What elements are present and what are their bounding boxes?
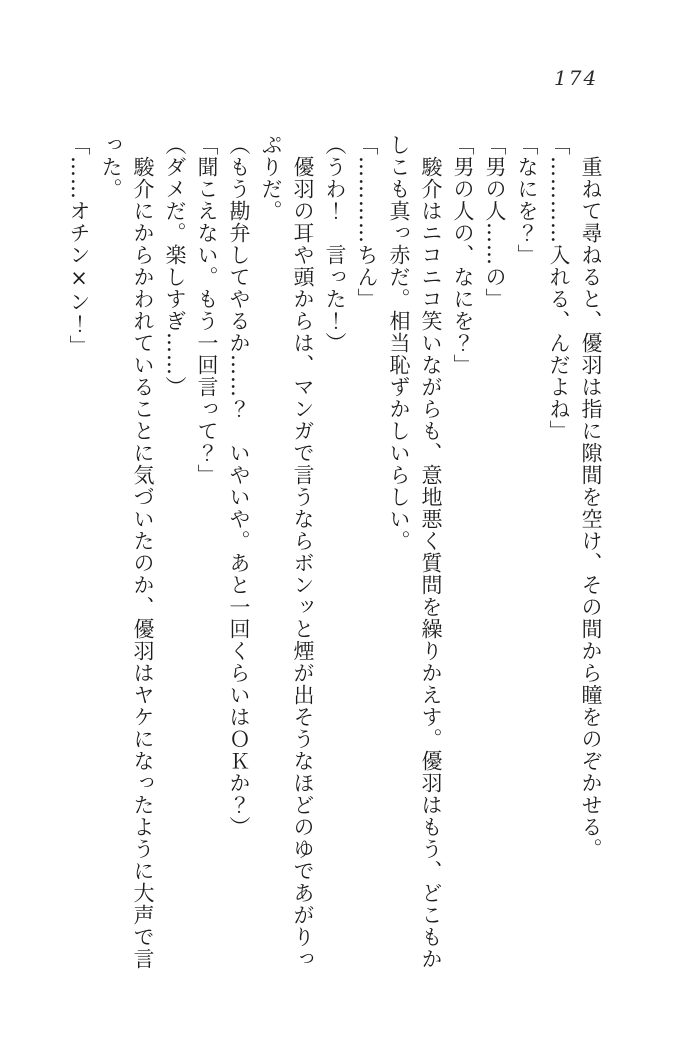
text-column: 「男の人の、なにを？」 bbox=[451, 134, 475, 376]
text-column: 「…………ちん」 bbox=[355, 134, 379, 310]
text-column: （ダメだ。楽しすぎ……） bbox=[163, 134, 187, 398]
text-column: 駿介にからかわれていることに気づいたのか、優羽はヤケになったように大声で言 bbox=[131, 134, 155, 970]
text-block bbox=[61, 134, 607, 1014]
text-column: 「聞こえない。もう一回言って？」 bbox=[195, 134, 219, 486]
text-column: 「……オチン×ン！」 bbox=[67, 134, 91, 357]
text-column: 「…………入れる、んだよね」 bbox=[547, 134, 571, 442]
text-column: った。 bbox=[99, 134, 123, 200]
text-column: （もう勘弁してやるか……？ いやいや。あと一回くらいはＯＫか？） bbox=[227, 134, 251, 838]
text-column: 「なにを？」 bbox=[515, 134, 539, 266]
text-column: しこも真っ赤だ。相当恥ずかしいらしい。 bbox=[387, 134, 411, 552]
text-column: ぷりだ。 bbox=[259, 134, 283, 222]
text-column: （うわ！ 言った！） bbox=[323, 134, 347, 354]
text-column: 駿介はニコニコ笑いながらも、意地悪く質問を繰りかえす。優羽はもう、どこもか bbox=[419, 134, 443, 970]
text-column: 優羽の耳や頭からは、マンガで言うならボンッと煙が出そうなほどのゆであがりっ bbox=[291, 134, 315, 970]
text-column: 重ねて尋ねると、優羽は指に隙間を空け、その間から瞳をのぞかせる。 bbox=[579, 134, 603, 860]
text-column: 「男の人……の」 bbox=[483, 134, 507, 310]
page-number: 174 bbox=[554, 66, 599, 90]
